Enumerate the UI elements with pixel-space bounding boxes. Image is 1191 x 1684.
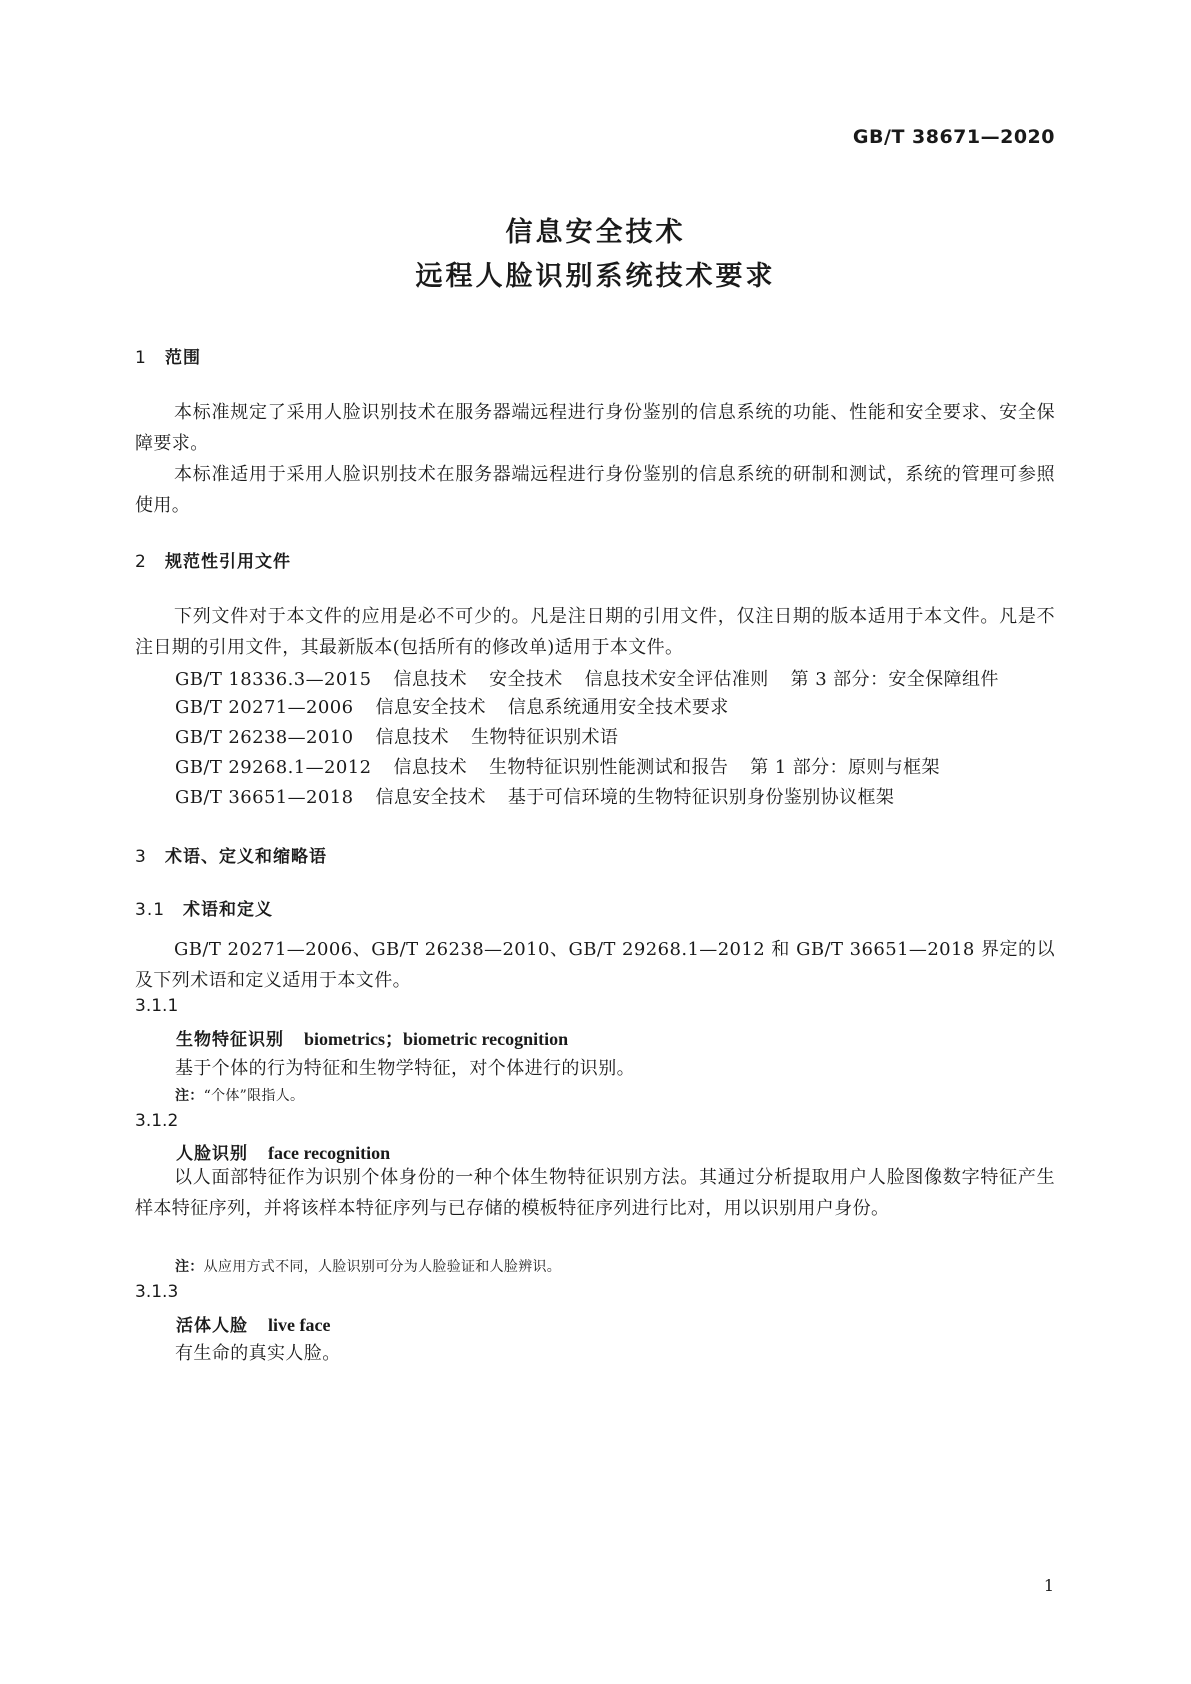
section-1-heading: 1 范围 [135, 348, 201, 368]
doc-title-line1: 信息安全技术 [505, 217, 686, 248]
term-note: 注：“个体”限指人。 [175, 1088, 305, 1104]
term-heading: 生物特征识别 biometrics；biometric recognition [176, 1029, 569, 1050]
term-heading: 人脸识别 face recognition [176, 1143, 391, 1164]
page-number: 1 [1043, 1576, 1054, 1595]
reference-item: GB/T 26238—2010 信息技术 生物特征识别术语 [175, 727, 619, 748]
term-note: 注：从应用方式不同，人脸识别可分为人脸验证和人脸辨识。 [175, 1259, 562, 1275]
section-2-paragraph-1: 下列文件对于本文件的应用是必不可少的。凡是注日期的引用文件，仅注日期的版本适用于本文件。凡是不注日期的引用文件，其最新版本(包括所有的修改单)适用于本文件。 [135, 606, 1055, 658]
term-number: 3.1.3 [135, 1282, 179, 1302]
section-2-heading: 2 规范性引用文件 [135, 552, 291, 572]
standard-number: GB/T 38671—2020 [852, 126, 1055, 148]
reference-item: GB/T 18336.3—2015 信息技术 安全技术 信息技术安全评估准则 第 3 部分：安全保障组件 [175, 669, 999, 690]
reference-item: GB/T 29268.1—2012 信息技术 生物特征识别性能测试和报告 第 1 部分：原则与框架 [175, 757, 940, 778]
term-number: 3.1.1 [135, 996, 179, 1016]
term-definition: 基于个体的行为特征和生物学特征，对个体进行的识别。 [175, 1058, 635, 1079]
term-heading: 活体人脸 live face [176, 1315, 331, 1336]
term-definition: 以人面部特征作为识别个体身份的一种个体生物特征识别方法。其通过分析提取用户人脸图像数字特征产生样本特征序列，并将该样本特征序列与已存储的模板特征序列进行比对，用以识别用户身份。 [135, 1167, 1055, 1219]
section-1-paragraph-2: 本标准适用于采用人脸识别技术在服务器端远程进行身份鉴别的信息系统的研制和测试，系统的管理可参照使用。 [135, 464, 1055, 516]
section-3-heading: 3 术语、定义和缩略语 [135, 847, 327, 867]
doc-title-line2: 远程人脸识别系统技术要求 [415, 261, 776, 292]
term-number: 3.1.2 [135, 1111, 179, 1131]
term-definition: 有生命的真实人脸。 [175, 1343, 341, 1364]
section-3-1-paragraph-1: GB/T 20271—2006、GB/T 26238—2010、GB/T 29268.1—2012 和 GB/T 36651—2018 界定的以及下列术语和定义适用于本文件。 [135, 939, 1055, 991]
reference-item: GB/T 36651—2018 信息安全技术 基于可信环境的生物特征识别身份鉴别协议框架 [175, 787, 895, 808]
reference-item: GB/T 20271—2006 信息安全技术 信息系统通用安全技术要求 [175, 697, 729, 718]
section-1-paragraph-1: 本标准规定了采用人脸识别技术在服务器端远程进行身份鉴别的信息系统的功能、性能和安全要求、安全保障要求。 [135, 402, 1055, 454]
section-3-1-heading: 3.1 术语和定义 [135, 900, 273, 920]
